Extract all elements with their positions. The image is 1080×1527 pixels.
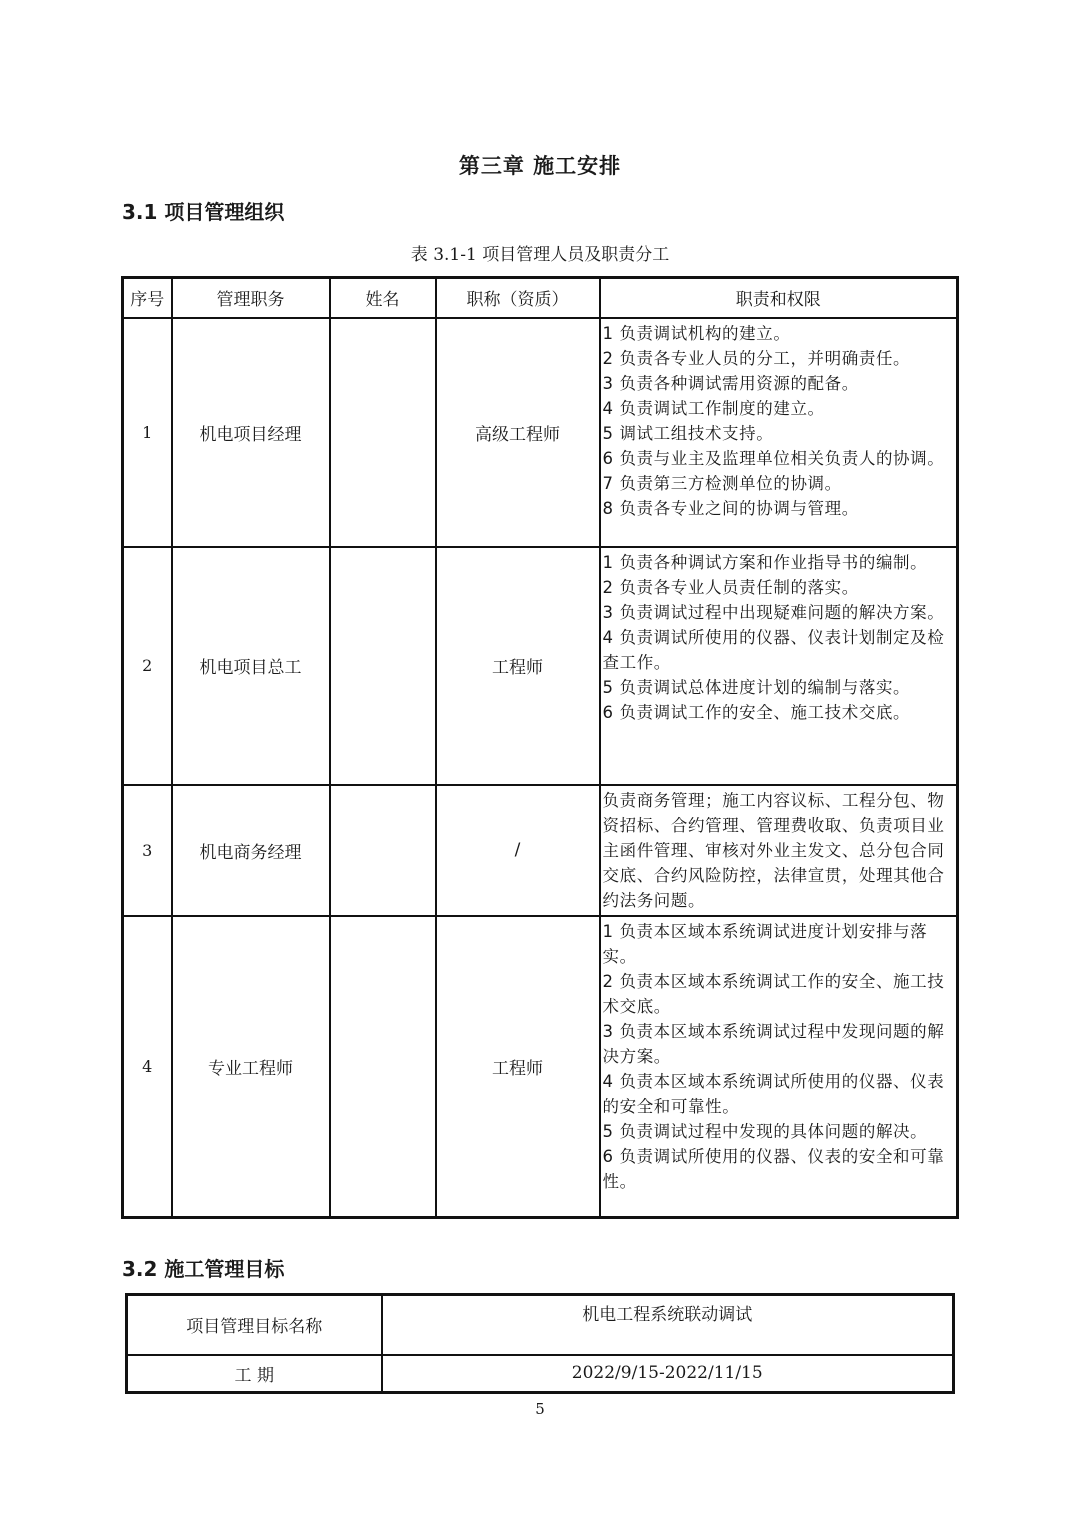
duty-item: 6 负责调试所使用的仪器、仪表的安全和可靠性。	[602, 1146, 945, 1191]
row-name	[330, 547, 436, 785]
goal-name-value: 机电工程系统联动调试	[382, 1295, 954, 1355]
duty-item: 1 负责本区域本系统调试进度计划安排与落实。	[602, 921, 928, 966]
header-duties: 职责和权限	[600, 278, 958, 318]
duty-item: 3 负责调试过程中出现疑难问题的解决方案。	[602, 602, 945, 622]
duty-item: 2 负责各专业人员的分工，并明确责任。	[602, 348, 911, 368]
duty-item: 4 负责调试所使用的仪器、仪表计划制定及检查工作。	[602, 627, 945, 672]
header-no: 序号	[123, 278, 172, 318]
row-name	[330, 318, 436, 547]
chapter-title: 第三章 施工安排	[458, 154, 622, 178]
duty-item: 6 负责调试工作的安全、施工技术交底。	[602, 702, 911, 722]
goal-period-value: 2022/9/15-2022/11/15	[382, 1355, 954, 1393]
row-no: 3	[123, 785, 172, 916]
table-row	[123, 785, 958, 916]
row-no: 2	[123, 547, 172, 785]
table-header-row	[123, 278, 958, 318]
row-no: 1	[123, 318, 172, 547]
duty-item: 5 负责调试总体进度计划的编制与落实。	[602, 677, 911, 697]
duty-item: 5 负责调试过程中发现的具体问题的解决。	[602, 1121, 928, 1141]
row-title: 高级工程师	[436, 318, 600, 547]
header-name: 姓名	[330, 278, 436, 318]
table-row	[123, 318, 958, 547]
duty-item: 3 负责各种调试需用资源的配备。	[602, 373, 859, 393]
section-3-1-title: 3.1 项目管理组织	[122, 200, 285, 224]
duty-item: 负责商务管理；施工内容议标、工程分包、物资招标、合约管理、管理费收取、负责项目业主函件管理、审核对外业主发文、总分包合同交底、合约风险防控，法律宣贯，处理其他合约法务问题。	[602, 790, 945, 910]
duty-item: 3 负责本区域本系统调试过程中发现问题的解决方案。	[602, 1021, 945, 1066]
row-position: 机电项目总工	[172, 547, 330, 785]
row-duties	[600, 547, 958, 785]
page-number: 5	[535, 1400, 545, 1418]
table-row	[123, 916, 958, 1218]
duty-item: 8 负责各专业之间的协调与管理。	[602, 498, 859, 518]
section-3-2-title: 3.2 施工管理目标	[122, 1257, 285, 1281]
table-row	[123, 547, 958, 785]
goal-period-row	[127, 1355, 954, 1393]
duty-item: 4 负责本区域本系统调试所使用的仪器、仪表的安全和可靠性。	[602, 1071, 945, 1116]
row-name	[330, 785, 436, 916]
row-no: 4	[123, 916, 172, 1218]
table-caption: 表 3.1-1 项目管理人员及职责分工	[410, 245, 670, 265]
duty-item: 7 负责第三方检测单位的协调。	[602, 473, 842, 493]
header-position: 管理职务	[172, 278, 330, 318]
row-title: 工程师	[436, 916, 600, 1218]
row-name	[330, 916, 436, 1218]
row-position: 机电商务经理	[172, 785, 330, 916]
duty-item: 5 调试工组技术支持。	[602, 423, 774, 443]
row-title: 工程师	[436, 547, 600, 785]
duty-item: 2 负责本区域本系统调试工作的安全、施工技术交底。	[602, 971, 945, 1016]
goal-period-label: 工 期	[127, 1355, 382, 1393]
header-title: 职称（资质）	[436, 278, 600, 318]
duty-item: 6 负责与业主及监理单位相关负责人的协调。	[602, 448, 945, 468]
staff-duties-table	[121, 276, 959, 1219]
duty-item: 1 负责各种调试方案和作业指导书的编制。	[602, 552, 928, 572]
duty-item: 1 负责调试机构的建立。	[602, 323, 791, 343]
goal-name-row	[127, 1295, 954, 1355]
row-duties	[600, 785, 958, 916]
duty-item: 2 负责各专业人员责任制的落实。	[602, 577, 859, 597]
row-duties	[600, 318, 958, 547]
row-position: 专业工程师	[172, 916, 330, 1218]
duty-item: 4 负责调试工作制度的建立。	[602, 398, 825, 418]
row-position: 机电项目经理	[172, 318, 330, 547]
row-duties	[600, 916, 958, 1218]
row-title: /	[436, 785, 600, 916]
goal-name-label: 项目管理目标名称	[127, 1295, 382, 1355]
management-goal-table	[125, 1293, 955, 1394]
